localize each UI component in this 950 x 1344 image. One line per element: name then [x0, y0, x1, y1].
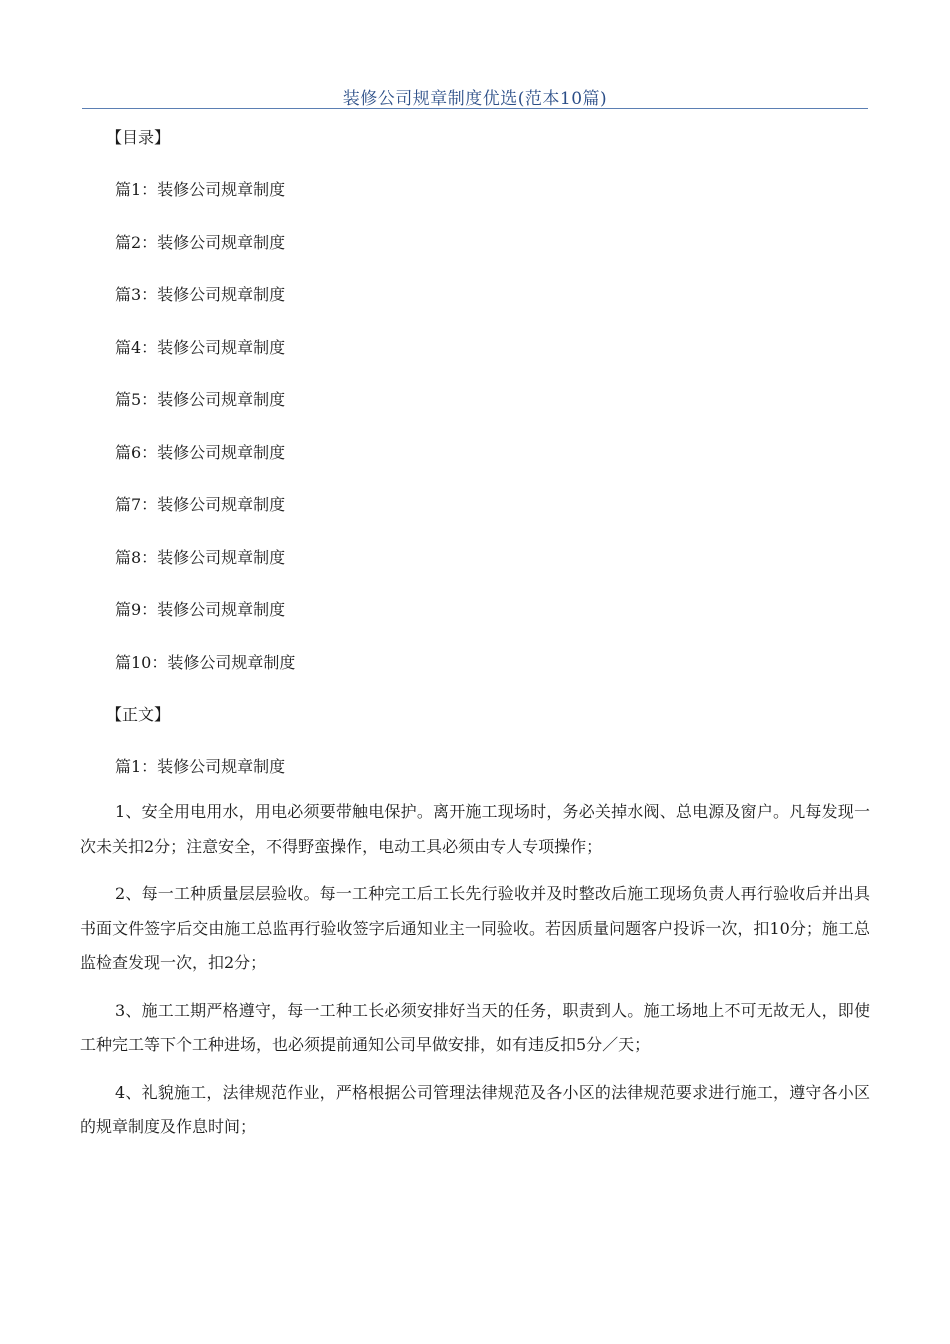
toc-item[interactable]: 篇7：装修公司规章制度: [115, 495, 286, 514]
paragraph: 2、每一工种质量层层验收。每一工种完工后工长先行验收并及时整改后施工现场负责人再行验收后并出具书面文件签字后交由施工总监再行验收签字后通知业主一同验收。若因质量问题客户投诉一次，扣10分；施工总监检查发现一次，扣2分；: [80, 884, 870, 972]
toc-item[interactable]: 篇10：装修公司规章制度: [115, 652, 296, 672]
toc-list: [80, 178, 870, 675]
toc-item[interactable]: 篇1：装修公司规章制度: [115, 180, 286, 199]
toc-item[interactable]: 篇4：装修公司规章制度: [115, 337, 286, 357]
paragraph: 4、礼貌施工，法律规范作业，严格根据公司管理法律规范及各小区的法律规范要求进行施工，遵守各小区的规章制度及作息时间；: [80, 1082, 870, 1136]
document-title: 装修公司规章制度优选(范本10篇): [342, 89, 608, 109]
toc-item[interactable]: 篇2：装修公司规章制度: [115, 232, 286, 252]
document-content: [80, 126, 870, 1158]
toc-item[interactable]: 篇9：装修公司规章制度: [115, 600, 286, 619]
toc-item[interactable]: 篇3：装修公司规章制度: [115, 285, 286, 304]
toc-item[interactable]: 篇6：装修公司规章制度: [115, 442, 286, 462]
body-heading: 【正文】: [106, 705, 171, 724]
paragraph: 1、安全用电用水，用电必须要带触电保护。离开施工现场时，务必关掉水阀、总电源及窗户。凡每发现一次未关扣2分；注意安全，不得野蛮操作，电动工具必须由专人专项操作；: [80, 802, 870, 856]
toc-heading: 【目录】: [106, 128, 171, 147]
paragraph: 3、施工工期严格遵守，每一工种工长必须安排好当天的任务，职责到人。施工场地上不可无故无人，即使工种完工等下个工种进场，也必须提前通知公司早做安排，如有违反扣5分／天；: [80, 1000, 870, 1054]
toc-item[interactable]: 篇8：装修公司规章制度: [115, 547, 286, 567]
toc-item[interactable]: 篇5：装修公司规章制度: [115, 390, 286, 409]
page-header: [82, 82, 868, 109]
article-title: 篇1：装修公司规章制度: [115, 757, 286, 776]
